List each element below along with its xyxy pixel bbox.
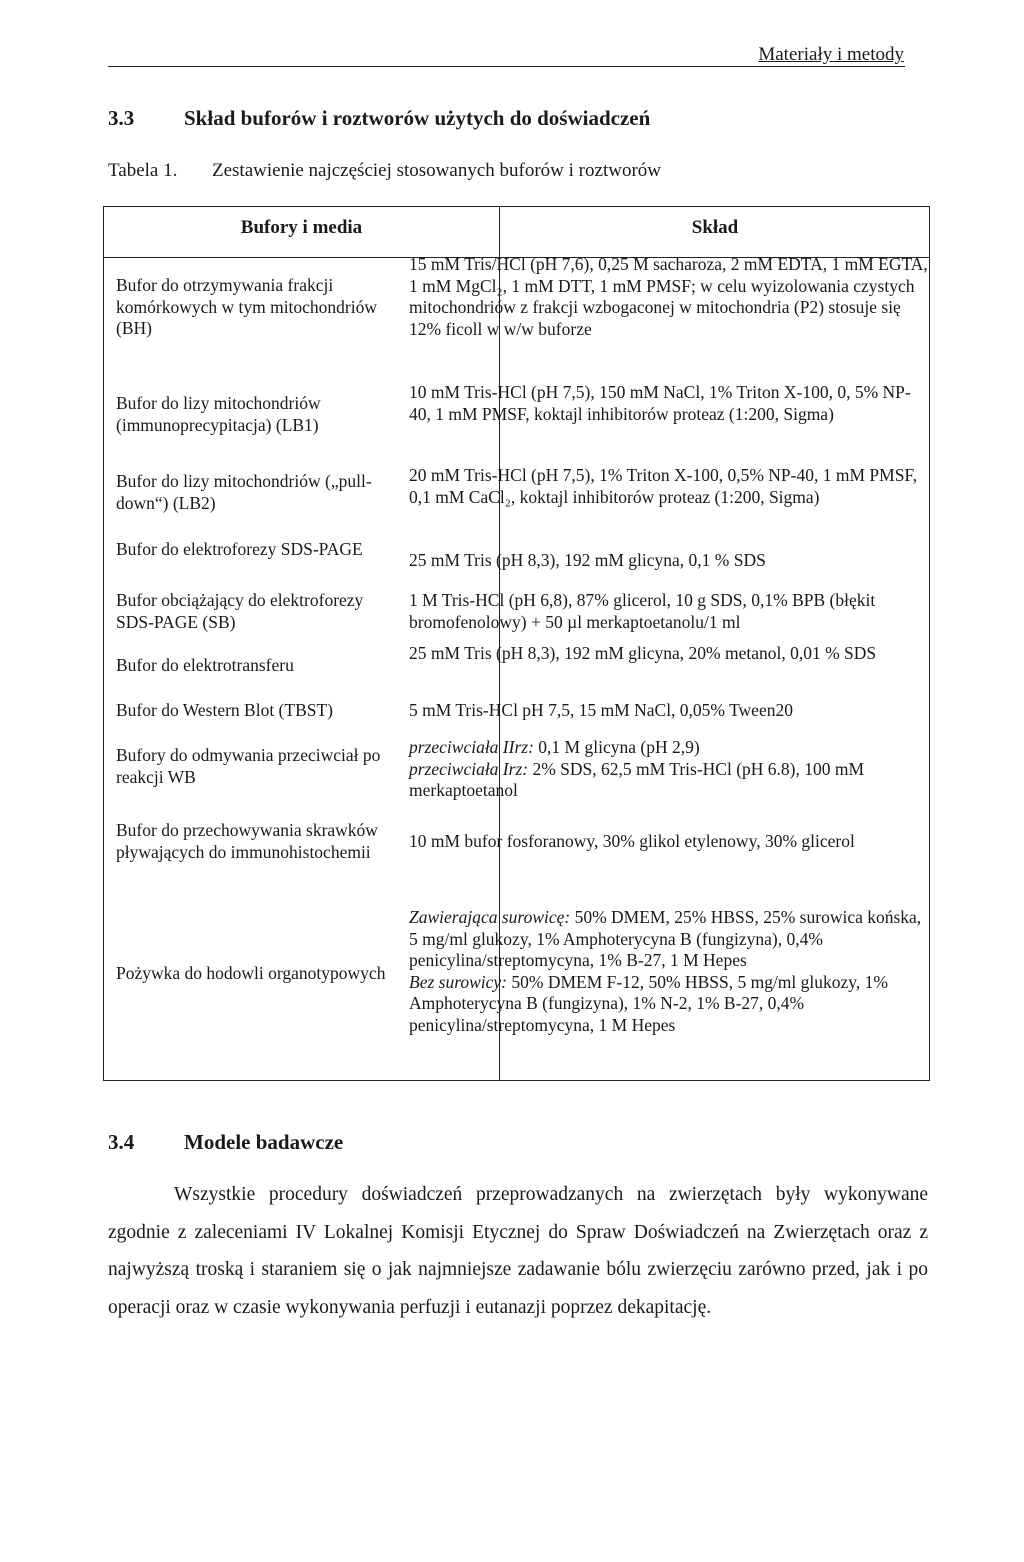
row-name: Bufor do Western Blot (TBST): [116, 700, 333, 720]
row-composition: 25 mM Tris (pH 8,3), 192 mM glicyna, 20% metanol, 0,01 % SDS: [409, 643, 877, 663]
composition-label: przeciwciała Irz:: [409, 758, 529, 779]
row-name: Bufor do elektroforezy SDS-PAGE: [116, 539, 363, 559]
row-composition: Zawierająca surowicę: 50% DMEM, 25% HBSS, 25% surowica końska, 5 mg/ml glukozy, 1% Amphoterycyna B (fungizyna), 0,4% penicylina/streptomycyna, 1% B-27, 1 M Hepes Bez surowicy: 50% DMEM F-12, 50% HBSS, 5 mg/ml glukozy, 1% Amphoterycyna B (fungizyna), 1% N-2, 1% B-27, 0,4% penicylina/streptomycyna, 1 M Hepes: [409, 907, 922, 1035]
row-name: Bufor do otrzymywania frakcji komórkowych w tym mitochondriów (BH): [116, 275, 378, 338]
row-composition: przeciwciała IIrz: 0,1 M glicyna (pH 2,9) przeciwciała Irz: 2% SDS, 62,5 mM Tris-HCl (pH 6.8), 100 mM merkaptoetanol: [409, 737, 865, 800]
table-caption-label: Tabela 1.: [108, 160, 178, 181]
section-heading-3-4: [108, 1130, 343, 1155]
row-composition: 10 mM bufor fosforanowy, 30% glikol etylenowy, 30% glicerol: [409, 831, 855, 851]
header-rule: [108, 66, 905, 67]
section-number: 3.4: [108, 1130, 135, 1154]
row-name: Bufory do odmywania przeciwciał po reakcji WB: [116, 745, 381, 787]
section-number: 3.3: [108, 106, 135, 130]
row-composition: 25 mM Tris (pH 8,3), 192 mM glicyna, 0,1 % SDS: [409, 550, 766, 570]
row-name: Bufor do lizy mitochondriów (immunoprecypitacja) (LB1): [116, 393, 321, 435]
table-caption: [108, 160, 661, 182]
row-composition: 15 mM Tris/HCl (pH 7,6), 0,25 M sacharoza, 2 mM EDTA, 1 mM EGTA, 1 mM MgCl₂, 1 mM DTT, 1 mM PMSF; w celu wyizolowania czystych mitochondriów z frakcji wzbogaconej w mitochondria (P2) stosuje się 12% ficoll w w/w buforze: [409, 254, 928, 339]
composition-label: Bez surowicy:: [409, 971, 508, 992]
composition-label: Zawierająca surowicę:: [409, 907, 571, 927]
row-name: Bufor do lizy mitochondriów („pull-down“) (LB2): [116, 471, 372, 513]
column-header-composition: Skład: [691, 217, 739, 238]
composition-label: przeciwciała IIrz:: [409, 737, 534, 757]
running-header: Materiały i metody: [758, 44, 904, 65]
column-header-buffers: Bufory i media: [240, 217, 363, 238]
section-title: Skład buforów i roztworów użytych do doświadczeń: [184, 106, 651, 130]
row-composition: 20 mM Tris-HCl (pH 7,5), 1% Triton X-100, 0,5% NP-40, 1 mM PMSF, 0,1 mM CaCl₂, koktajl inhibitorów proteaz (1:200, Sigma): [409, 465, 918, 507]
row-name: Bufor obciążający do elektroforezy SDS-PAGE (SB): [116, 590, 364, 632]
section-heading-3-3: [108, 106, 650, 131]
table-caption-text: Zestawienie najczęściej stosowanych buforów i roztworów: [212, 160, 661, 181]
buffers-table: [103, 206, 930, 1081]
row-composition: 1 M Tris-HCl (pH 6,8), 87% glicerol, 10 g SDS, 0,1% BPB (błękit bromofenolowy) + 50 µl merkaptoetanolu/1 ml: [409, 590, 876, 632]
row-composition: 10 mM Tris-HCl (pH 7,5), 150 mM NaCl, 1% Triton X-100, 0, 5% NP-40, 1 mM PMSF, koktajl inhibitorów proteaz (1:200, Sigma): [409, 382, 911, 424]
body-paragraph: Wszystkie procedury doświadczeń przeprowadzanych na zwierzętach były wykonywane zgodnie z zaleceniami IV Lokalnej Komisji Etycznej do Spraw Doświadczeń na Zwierzętach oraz z najwyższą troską i staraniem się o jak najmniejsze zadawanie bólu zwierzęciu zarówno przed, jak i po operacji oraz w czasie wykonywania perfuzji i eutanazji poprzez dekapitację.: [108, 1184, 928, 1318]
row-name: Bufor do przechowywania skrawków pływających do immunohistochemii: [116, 820, 378, 862]
row-name: Bufor do elektrotransferu: [116, 655, 294, 675]
row-name: Pożywka do hodowli organotypowych: [116, 963, 386, 983]
section-title: Modele badawcze: [184, 1130, 344, 1154]
row-composition: 5 mM Tris-HCl pH 7,5, 15 mM NaCl, 0,05% Tween20: [409, 700, 793, 720]
